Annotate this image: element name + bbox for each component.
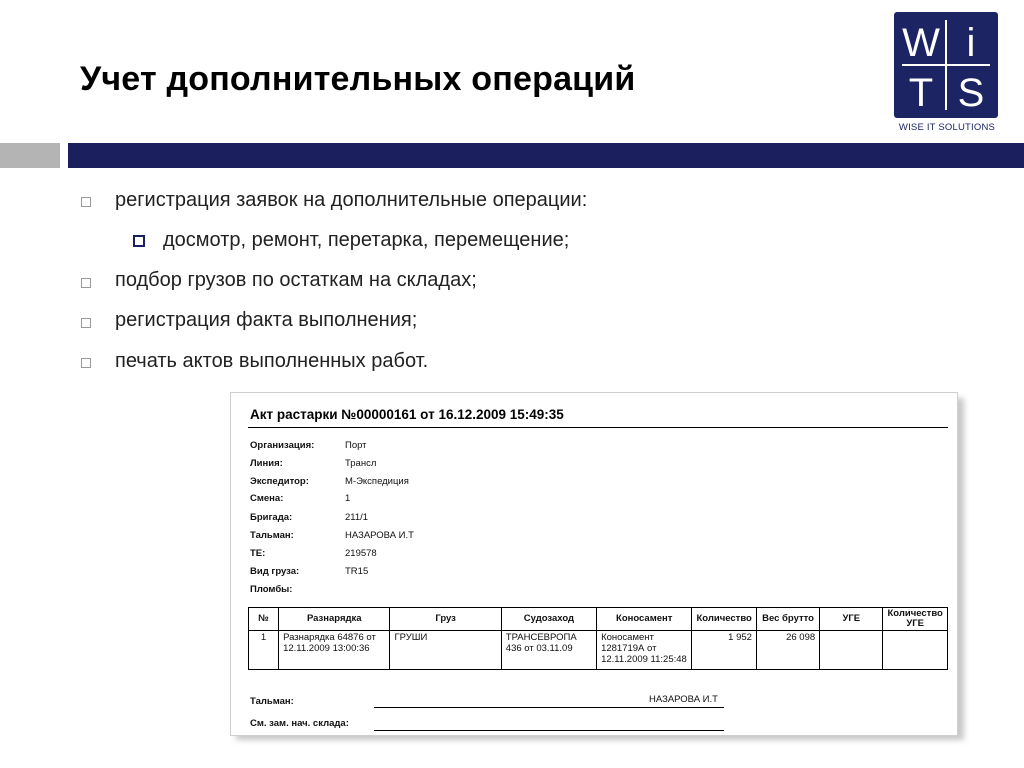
field-value-te: 219578 (345, 548, 377, 559)
field-label-brigade: Бригада: (250, 512, 293, 523)
table-header: № (249, 608, 279, 631)
table-header: УГЕ (820, 608, 883, 631)
table-cell (820, 631, 883, 670)
field-label-cargo-type: Вид груза: (250, 566, 300, 577)
bullet-square-icon (81, 358, 91, 368)
signature-value-tallyman: НАЗАРОВА И.Т (649, 694, 718, 705)
bullet-item-1: регистрация заявок на дополнительные операции: (115, 189, 588, 211)
signature-label-deputy: См. зам. нач. склада: (250, 718, 349, 729)
logo-letter-t: T (908, 71, 934, 115)
wits-logo (892, 12, 1002, 136)
logo-letters-icon (894, 12, 998, 118)
bullet-square-icon (81, 278, 91, 288)
table-header: Количество УГЕ (883, 608, 948, 631)
signature-line (374, 730, 724, 731)
logo-letter-w: W (902, 21, 940, 65)
table-cell: 1 952 (692, 631, 757, 670)
table-header-row (249, 608, 948, 631)
document-title-rule (248, 427, 948, 428)
field-value-brigade: 211/1 (345, 512, 369, 523)
sub-bullet-square-icon (133, 235, 145, 247)
table-cell: ГРУШИ (390, 631, 501, 670)
header-bar-gray (0, 143, 60, 168)
logo-letter-i: i (966, 21, 976, 65)
signature-label-tallyman: Тальман: (250, 696, 294, 707)
field-label-tallyman: Тальман: (250, 530, 294, 541)
table-cell: 1 (249, 631, 279, 670)
table-cell: ТРАНСЕВРОПА 436 от 03.11.09 (501, 631, 596, 670)
table-header: Судозаход (501, 608, 596, 631)
bullet-square-icon (81, 318, 91, 328)
bullet-square-icon (81, 197, 91, 207)
document-title: Акт растарки №00000161 от 16.12.2009 15:49:35 (250, 407, 564, 422)
table-cell: Разнарядка 64876 от 12.11.2009 13:00:36 (279, 631, 390, 670)
logo-letter-s: S (957, 71, 985, 115)
table-cell: Коносамент 1281719А от 12.11.2009 11:25:48 (597, 631, 692, 670)
logo-badge (894, 12, 998, 118)
table-header: Количество (692, 608, 757, 631)
header-bar-navy (68, 143, 1024, 168)
table-cell: 26 098 (756, 631, 819, 670)
field-label-seals: Пломбы: (250, 584, 293, 595)
field-value-organization: Порт (345, 440, 367, 451)
table-header: Вес брутто (756, 608, 819, 631)
field-value-line: Трансл (345, 458, 377, 469)
table-cell (883, 631, 948, 670)
field-label-line: Линия: (250, 458, 283, 469)
table-header: Разнарядка (279, 608, 390, 631)
slide-title: Учет дополнительных операций (80, 60, 636, 98)
bullet-item-3: регистрация факта выполнения; (115, 309, 418, 331)
field-label-forwarder: Экспедитор: (250, 476, 309, 487)
document-screenshot (230, 392, 958, 736)
field-label-shift: Смена: (250, 493, 284, 504)
field-value-forwarder: М-Экспедиция (345, 476, 409, 487)
field-label-te: ТЕ: (250, 548, 266, 559)
field-value-shift: 1 (345, 493, 351, 504)
bullet-item-4: печать актов выполненных работ. (115, 350, 429, 372)
field-value-cargo-type: TR15 (345, 566, 369, 577)
signature-line (374, 707, 724, 708)
table-row (249, 631, 948, 670)
logo-caption: WISE IT SOLUTIONS (898, 122, 996, 133)
table-header: Коносамент (597, 608, 692, 631)
field-label-organization: Организация: (250, 440, 315, 451)
bullet-item-2: подбор грузов по остаткам на складах; (115, 269, 477, 291)
operations-table (248, 607, 948, 670)
table-header: Груз (390, 608, 501, 631)
field-value-tallyman: НАЗАРОВА И.Т (345, 530, 414, 541)
bullet-subitem-1: досмотр, ремонт, перетарка, перемещение; (163, 229, 570, 251)
